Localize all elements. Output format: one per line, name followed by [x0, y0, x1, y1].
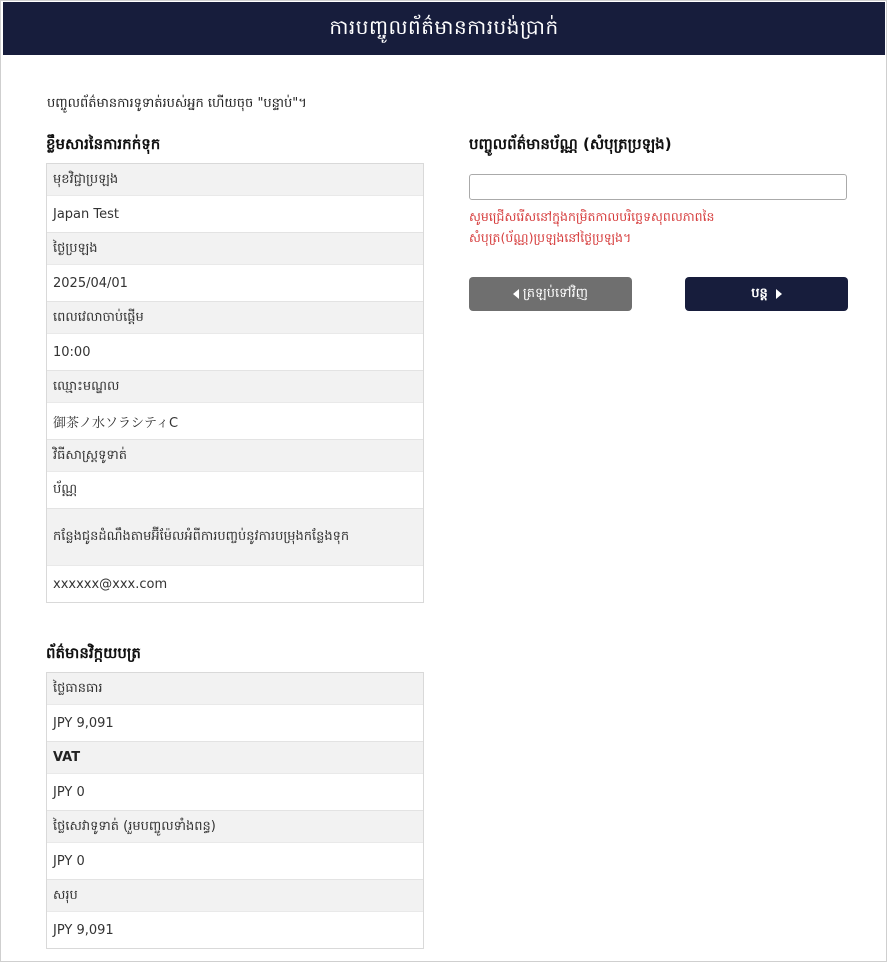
exam-subject-label: មុខវិជ្ជាប្រឡង [47, 164, 423, 195]
invoice-section [46, 644, 424, 949]
next-button-label: បន្ត [751, 285, 768, 301]
page-header [3, 2, 885, 55]
reservation-section [46, 135, 424, 603]
invoice-title: ព័ត៌មានវិក្កយបត្រ [46, 644, 141, 662]
service-fee-value: JPY 0 [47, 842, 423, 879]
card-section [469, 135, 849, 301]
next-button[interactable] [685, 277, 848, 311]
center-name-value: 御茶ノ水ソラシティC [47, 402, 423, 439]
intro-text: បញ្ចូលព័ត៌មានការទូទាត់របស់អ្នក ហើយចុច "បន្ទាប់"។ [47, 96, 307, 111]
exam-fee-value: JPY 9,091 [47, 704, 423, 741]
vat-value: JPY 0 [47, 773, 423, 810]
reservation-title: ខ្លឹមសារនៃការកក់ទុក [46, 135, 161, 153]
invoice-table [46, 672, 424, 949]
exam-fee-label: ថ្លៃធានធារ [47, 673, 423, 704]
center-name-label: ឈ្មោះមណ្ឌល [47, 370, 423, 402]
button-row [469, 277, 849, 311]
chevron-left-icon [513, 289, 519, 299]
reservation-table [46, 163, 424, 603]
card-input[interactable] [469, 174, 847, 200]
exam-date-value: 2025/04/01 [47, 264, 423, 301]
exam-subject-value: Japan Test [47, 195, 423, 232]
vat-label: VAT [47, 741, 423, 773]
chevron-right-icon [776, 289, 782, 299]
card-title: បញ្ចូលព័ត៌មានប័ណ្ណ (សំបុត្រប្រឡង) [469, 135, 672, 153]
total-label: សរុប [47, 879, 423, 911]
start-time-value: 10:00 [47, 333, 423, 370]
back-button-label: ត្រឡប់ទៅវិញ [522, 285, 589, 301]
total-value: JPY 9,091 [47, 911, 423, 948]
notification-email-label: កន្លែងជូនដំណឹងតាមអ៊ីម៉ែលអំពីការបញ្ចប់នូវការបម្រុងកន្លែងទុក [47, 508, 423, 565]
card-error-message: សូមជ្រើសរើសនៅក្នុងកម្រិតកាលបរិច្ឆេទសុពលភាពនៃសំបុត្រ(ប័ណ្ណ)ប្រឡងនៅថ្ងៃប្រឡង។ [469, 209, 715, 245]
start-time-label: ពេលវេលាចាប់ផ្តើម [47, 301, 423, 333]
exam-date-label: ថ្ងៃប្រឡង [47, 232, 423, 264]
service-fee-label: ថ្លៃសេវាទូទាត់ (រួមបញ្ចូលទាំងពន្ធ) [47, 810, 423, 842]
page-title: ការបញ្ចូលព័ត៌មានការបង់ប្រាក់ [329, 14, 559, 39]
payment-method-label: វិធីសាស្រ្តទូទាត់ [47, 439, 423, 471]
back-button[interactable] [469, 277, 632, 311]
notification-email-value: xxxxxx@xxx.com [47, 565, 423, 602]
payment-method-value: ប័ណ្ណ [47, 471, 423, 508]
